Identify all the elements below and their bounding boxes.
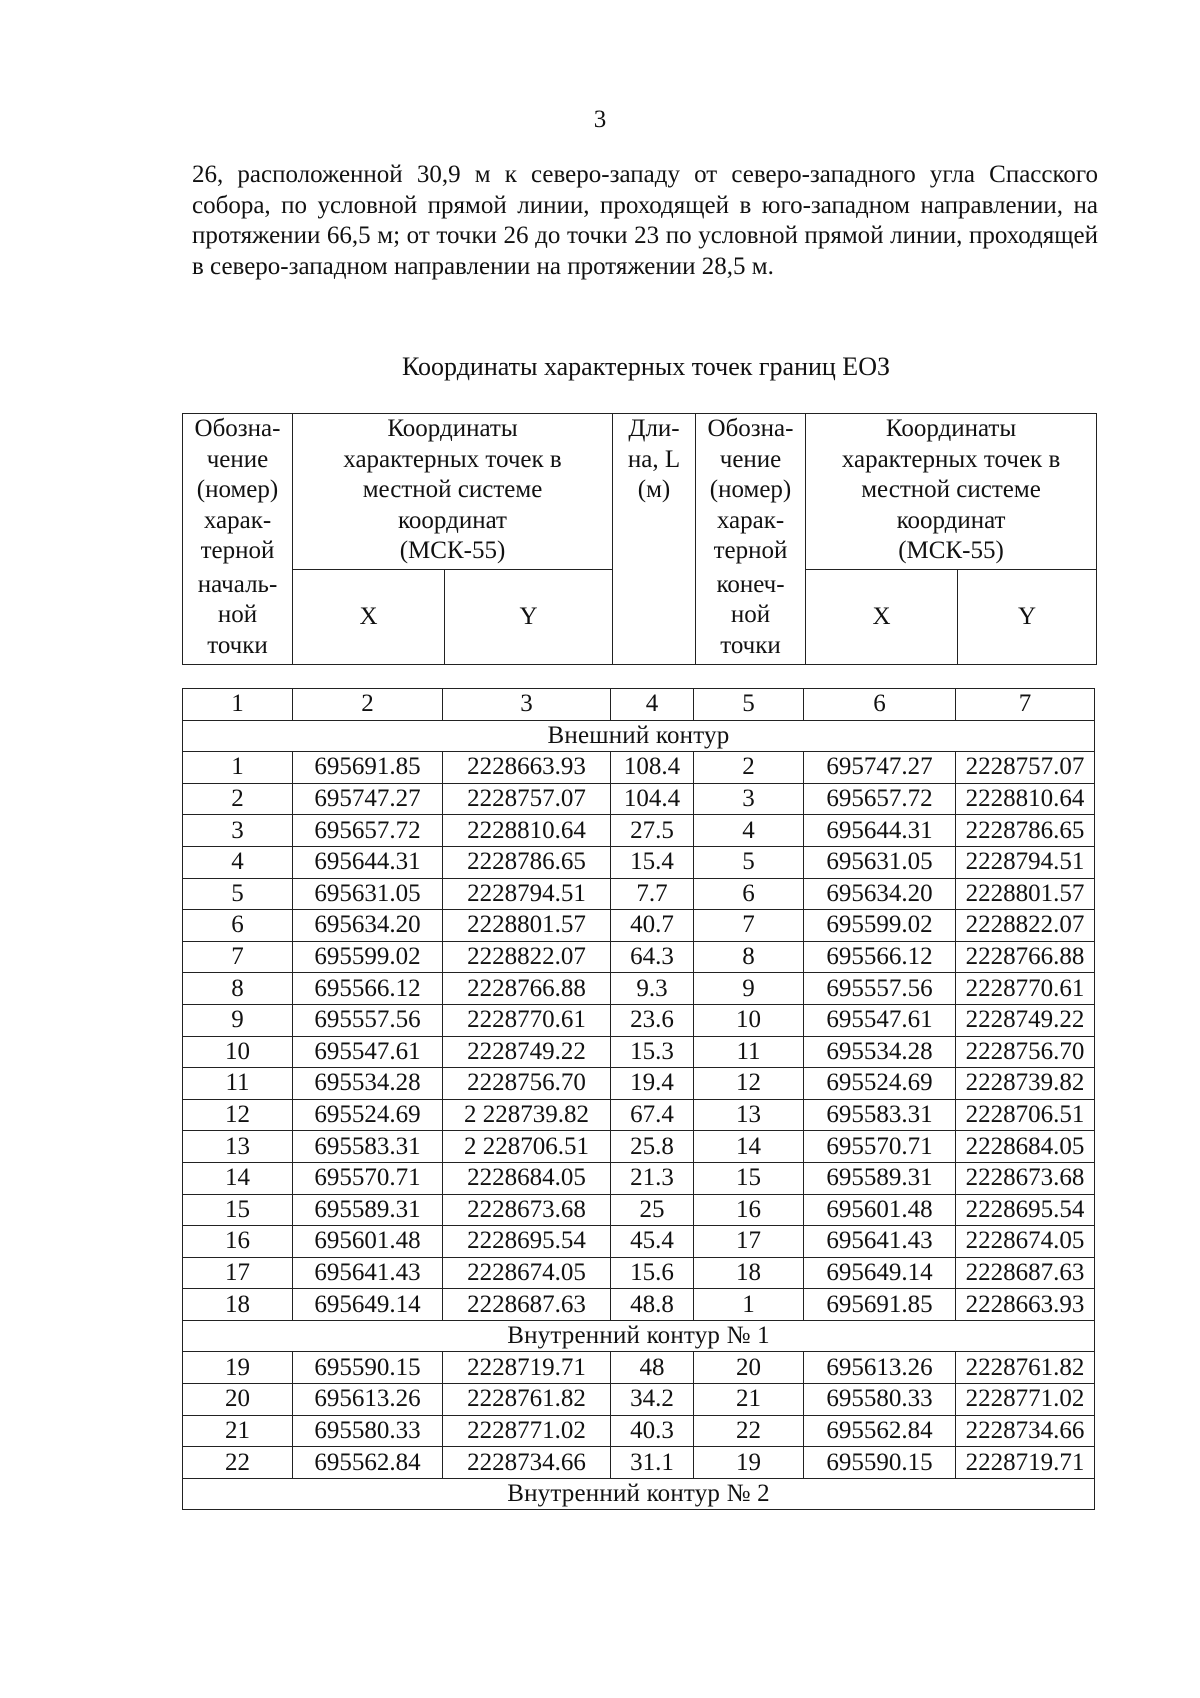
cell-start-point: 7 <box>183 941 293 973</box>
cell-end-x: 695547.61 <box>804 1004 956 1036</box>
cell-start-y: 2228749.22 <box>443 1036 611 1068</box>
cell-start-point: 15 <box>183 1194 293 1226</box>
cell-length: 40.3 <box>611 1415 694 1447</box>
section-row <box>183 1320 1095 1352</box>
cell-end-y: 2228757.07 <box>956 752 1095 784</box>
cell-length: 15.6 <box>611 1257 694 1289</box>
cell-end-x: 695599.02 <box>804 910 956 942</box>
cell-end-y: 2228756.70 <box>956 1036 1095 1068</box>
section-title: Внешний контур <box>183 720 1095 752</box>
cell-length: 108.4 <box>611 752 694 784</box>
cell-end-x: 695583.31 <box>804 1099 956 1131</box>
cell-start-x: 695691.85 <box>293 752 443 784</box>
cell-start-y: 2228810.64 <box>443 815 611 847</box>
cell-start-point: 22 <box>183 1447 293 1479</box>
cell-start-point: 1 <box>183 752 293 784</box>
cell-start-point: 9 <box>183 1004 293 1036</box>
cell-end-point: 5 <box>694 846 804 878</box>
cell-end-x: 695631.05 <box>804 846 956 878</box>
cell-end-point: 7 <box>694 910 804 942</box>
cell-end-y: 2228810.64 <box>956 783 1095 815</box>
table-row <box>183 1289 1095 1321</box>
cell-length: 25 <box>611 1194 694 1226</box>
cell-start-y: 2 228706.51 <box>443 1131 611 1163</box>
cell-start-x: 695583.31 <box>293 1131 443 1163</box>
table-row <box>183 973 1095 1005</box>
cell-end-x: 695562.84 <box>804 1415 956 1447</box>
cell-start-x: 695649.14 <box>293 1289 443 1321</box>
header-y-start: Y <box>445 570 613 665</box>
cell-end-point: 8 <box>694 941 804 973</box>
cell-length: 27.5 <box>611 815 694 847</box>
cell-end-y: 2228794.51 <box>956 846 1095 878</box>
cell-length: 9.3 <box>611 973 694 1005</box>
cell-end-point: 6 <box>694 878 804 910</box>
cell-end-point: 20 <box>694 1352 804 1384</box>
cell-start-y: 2228770.61 <box>443 1004 611 1036</box>
cell-end-point: 22 <box>694 1415 804 1447</box>
cell-start-y: 2228757.07 <box>443 783 611 815</box>
cell-start-y: 2228734.66 <box>443 1447 611 1479</box>
cell-end-point: 9 <box>694 973 804 1005</box>
header-coords-end: Координаты характерных точек в местной системе координат (МСК-55) <box>806 414 1097 570</box>
cell-end-y: 2228786.65 <box>956 815 1095 847</box>
cell-end-point: 21 <box>694 1384 804 1416</box>
cell-end-point: 13 <box>694 1099 804 1131</box>
cell-start-y: 2228673.68 <box>443 1194 611 1226</box>
cell-start-x: 695557.56 <box>293 1004 443 1036</box>
cell-end-x: 695747.27 <box>804 752 956 784</box>
cell-end-point: 1 <box>694 1289 804 1321</box>
cell-start-x: 695634.20 <box>293 910 443 942</box>
cell-start-point: 14 <box>183 1162 293 1194</box>
cell-start-x: 695524.69 <box>293 1099 443 1131</box>
cell-end-x: 695557.56 <box>804 973 956 1005</box>
header-x-start: X <box>293 570 445 665</box>
cell-end-y: 2228687.63 <box>956 1257 1095 1289</box>
cell-end-y: 2228761.82 <box>956 1352 1095 1384</box>
table-row <box>183 941 1095 973</box>
cell-start-point: 6 <box>183 910 293 942</box>
cell-start-y: 2228822.07 <box>443 941 611 973</box>
cell-length: 25.8 <box>611 1131 694 1163</box>
column-number: 5 <box>694 689 804 721</box>
section-title: Внутренний контур № 1 <box>183 1320 1095 1352</box>
cell-length: 21.3 <box>611 1162 694 1194</box>
table-row <box>183 1257 1095 1289</box>
cell-end-x: 695589.31 <box>804 1162 956 1194</box>
cell-end-x: 695566.12 <box>804 941 956 973</box>
cell-end-point: 11 <box>694 1036 804 1068</box>
cell-start-x: 695570.71 <box>293 1162 443 1194</box>
cell-start-y: 2228695.54 <box>443 1226 611 1258</box>
column-number: 7 <box>956 689 1095 721</box>
cell-end-y: 2228822.07 <box>956 910 1095 942</box>
table-row <box>183 1099 1095 1131</box>
table-row <box>183 878 1095 910</box>
header-length: Дли- на, L (м) <box>613 414 696 665</box>
cell-start-x: 695641.43 <box>293 1257 443 1289</box>
section-title: Внутренний контур № 2 <box>183 1478 1095 1510</box>
cell-start-point: 12 <box>183 1099 293 1131</box>
cell-start-x: 695547.61 <box>293 1036 443 1068</box>
cell-end-x: 695524.69 <box>804 1068 956 1100</box>
cell-start-y: 2228756.70 <box>443 1068 611 1100</box>
header-coords-start: Координаты характерных точек в местной системе координат (МСК-55) <box>293 414 613 570</box>
cell-end-point: 19 <box>694 1447 804 1479</box>
cell-start-x: 695589.31 <box>293 1194 443 1226</box>
cell-start-y: 2228794.51 <box>443 878 611 910</box>
cell-end-point: 17 <box>694 1226 804 1258</box>
header-y-end: Y <box>958 570 1097 665</box>
cell-start-x: 695613.26 <box>293 1384 443 1416</box>
cell-start-y: 2228663.93 <box>443 752 611 784</box>
cell-start-point: 3 <box>183 815 293 847</box>
cell-start-point: 19 <box>183 1352 293 1384</box>
cell-start-x: 695599.02 <box>293 941 443 973</box>
cell-end-x: 695641.43 <box>804 1226 956 1258</box>
cell-start-x: 695644.31 <box>293 846 443 878</box>
column-number: 2 <box>293 689 443 721</box>
cell-end-point: 3 <box>694 783 804 815</box>
cell-start-x: 695534.28 <box>293 1068 443 1100</box>
cell-end-y: 2228766.88 <box>956 941 1095 973</box>
column-number: 1 <box>183 689 293 721</box>
cell-length: 45.4 <box>611 1226 694 1258</box>
cell-length: 19.4 <box>611 1068 694 1100</box>
cell-length: 34.2 <box>611 1384 694 1416</box>
cell-end-x: 695657.72 <box>804 783 956 815</box>
cell-start-y: 2228684.05 <box>443 1162 611 1194</box>
cell-length: 64.3 <box>611 941 694 973</box>
cell-end-x: 695634.20 <box>804 878 956 910</box>
table-row <box>183 1004 1095 1036</box>
cell-start-point: 11 <box>183 1068 293 1100</box>
cell-end-y: 2228734.66 <box>956 1415 1095 1447</box>
table-row <box>183 1194 1095 1226</box>
cell-start-point: 8 <box>183 973 293 1005</box>
cell-start-point: 4 <box>183 846 293 878</box>
header-start-point-cont: началь- ной точки <box>183 570 293 665</box>
cell-start-point: 16 <box>183 1226 293 1258</box>
cell-start-point: 5 <box>183 878 293 910</box>
cell-end-y: 2228719.71 <box>956 1447 1095 1479</box>
cell-start-point: 20 <box>183 1384 293 1416</box>
cell-start-x: 695580.33 <box>293 1415 443 1447</box>
table-row <box>183 1447 1095 1479</box>
cell-end-x: 695691.85 <box>804 1289 956 1321</box>
cell-end-y: 2228706.51 <box>956 1099 1095 1131</box>
header-end-point-cont: конеч- ной точки <box>696 570 806 665</box>
table-row <box>183 1352 1095 1384</box>
cell-end-point: 18 <box>694 1257 804 1289</box>
cell-start-y: 2 228739.82 <box>443 1099 611 1131</box>
cell-start-point: 2 <box>183 783 293 815</box>
cell-end-y: 2228771.02 <box>956 1384 1095 1416</box>
header-start-point: Обозна- чение (номер) харак- терной <box>183 414 293 570</box>
cell-end-y: 2228695.54 <box>956 1194 1095 1226</box>
section-row <box>183 1478 1095 1510</box>
cell-start-y: 2228674.05 <box>443 1257 611 1289</box>
table-row <box>183 1068 1095 1100</box>
cell-start-point: 18 <box>183 1289 293 1321</box>
cell-start-x: 695747.27 <box>293 783 443 815</box>
cell-end-point: 4 <box>694 815 804 847</box>
cell-length: 40.7 <box>611 910 694 942</box>
cell-length: 104.4 <box>611 783 694 815</box>
cell-length: 15.4 <box>611 846 694 878</box>
table-row <box>183 1384 1095 1416</box>
cell-end-y: 2228770.61 <box>956 973 1095 1005</box>
cell-start-point: 17 <box>183 1257 293 1289</box>
cell-end-y: 2228674.05 <box>956 1226 1095 1258</box>
cell-start-x: 695590.15 <box>293 1352 443 1384</box>
cell-length: 7.7 <box>611 878 694 910</box>
cell-end-y: 2228801.57 <box>956 878 1095 910</box>
cell-length: 15.3 <box>611 1036 694 1068</box>
cell-end-point: 12 <box>694 1068 804 1100</box>
cell-end-y: 2228673.68 <box>956 1162 1095 1194</box>
cell-start-point: 21 <box>183 1415 293 1447</box>
table-row <box>183 783 1095 815</box>
table-row <box>183 1131 1095 1163</box>
cell-end-point: 10 <box>694 1004 804 1036</box>
cell-start-y: 2228761.82 <box>443 1384 611 1416</box>
cell-start-x: 695631.05 <box>293 878 443 910</box>
cell-start-x: 695657.72 <box>293 815 443 847</box>
cell-length: 23.6 <box>611 1004 694 1036</box>
table-title: Координаты характерных точек границ ЕОЗ <box>402 352 890 381</box>
cell-end-y: 2228663.93 <box>956 1289 1095 1321</box>
cell-start-y: 2228771.02 <box>443 1415 611 1447</box>
table-row <box>183 815 1095 847</box>
cell-end-x: 695590.15 <box>804 1447 956 1479</box>
intro-paragraph: 26, расположенной 30,9 м к северо-западу от северо-западного угла Спасского собора, по условной прямой линии, проходящей в юго-западном направлении, на протяжении 66,5 м; от точки 26 до точки 23 по условной прямой линии, проходящей в северо-западном направлении на протяжении 28,5 м. <box>192 161 1098 280</box>
cell-start-x: 695566.12 <box>293 973 443 1005</box>
section-row <box>183 720 1095 752</box>
cell-end-point: 15 <box>694 1162 804 1194</box>
cell-start-y: 2228801.57 <box>443 910 611 942</box>
cell-start-y: 2228719.71 <box>443 1352 611 1384</box>
cell-start-point: 13 <box>183 1131 293 1163</box>
cell-end-x: 695580.33 <box>804 1384 956 1416</box>
table-row <box>183 1415 1095 1447</box>
cell-start-y: 2228687.63 <box>443 1289 611 1321</box>
cell-start-point: 10 <box>183 1036 293 1068</box>
cell-end-x: 695534.28 <box>804 1036 956 1068</box>
cell-end-x: 695601.48 <box>804 1194 956 1226</box>
column-number-row <box>183 689 1095 721</box>
table-row <box>183 1036 1095 1068</box>
cell-end-point: 14 <box>694 1131 804 1163</box>
table-row <box>183 1162 1095 1194</box>
cell-start-y: 2228766.88 <box>443 973 611 1005</box>
cell-end-x: 695613.26 <box>804 1352 956 1384</box>
cell-start-y: 2228786.65 <box>443 846 611 878</box>
cell-end-point: 2 <box>694 752 804 784</box>
header-end-point: Обозна- чение (номер) харак- терной <box>696 414 806 570</box>
table-row <box>183 846 1095 878</box>
header-x-end: X <box>806 570 958 665</box>
page-number: 3 <box>593 106 607 133</box>
cell-end-point: 16 <box>694 1194 804 1226</box>
table-header <box>182 413 1097 665</box>
cell-length: 48 <box>611 1352 694 1384</box>
column-number: 4 <box>611 689 694 721</box>
coordinates-table <box>182 688 1095 1510</box>
cell-end-y: 2228749.22 <box>956 1004 1095 1036</box>
cell-length: 31.1 <box>611 1447 694 1479</box>
cell-length: 67.4 <box>611 1099 694 1131</box>
cell-length: 48.8 <box>611 1289 694 1321</box>
table-row <box>183 910 1095 942</box>
cell-end-x: 695570.71 <box>804 1131 956 1163</box>
cell-end-y: 2228684.05 <box>956 1131 1095 1163</box>
table-row <box>183 1226 1095 1258</box>
table-row <box>183 752 1095 784</box>
cell-end-x: 695649.14 <box>804 1257 956 1289</box>
cell-end-x: 695644.31 <box>804 815 956 847</box>
cell-start-x: 695601.48 <box>293 1226 443 1258</box>
column-number: 6 <box>804 689 956 721</box>
cell-start-x: 695562.84 <box>293 1447 443 1479</box>
column-number: 3 <box>443 689 611 721</box>
cell-end-y: 2228739.82 <box>956 1068 1095 1100</box>
